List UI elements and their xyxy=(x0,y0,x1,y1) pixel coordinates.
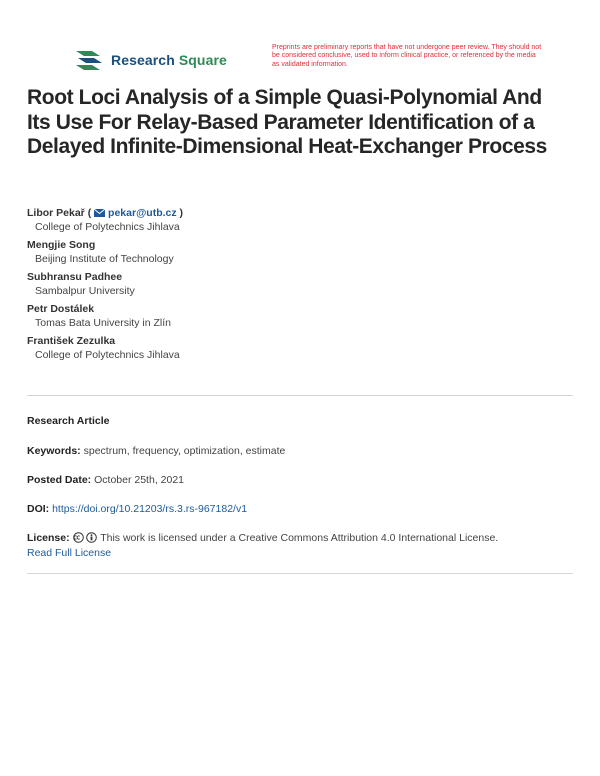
author-affiliation: Beijing Institute of Technology xyxy=(35,253,174,265)
author-email-link[interactable] xyxy=(94,207,177,219)
article-type xyxy=(27,414,573,429)
author-entry xyxy=(27,238,567,266)
paper-title: Root Loci Analysis of a Simple Quasi-Polynomial And Its Use For Relay-Based Parameter Identification of a Delayed Infinite-Dimensional Heat-Exchanger Process xyxy=(27,86,547,158)
author-affiliation: Tomas Bata University in Zlín xyxy=(35,317,171,329)
license-text: This work is licensed under a Creative Commons Attribution 4.0 International License. xyxy=(100,532,499,544)
creative-commons-icon xyxy=(73,532,84,543)
attribution-icon xyxy=(86,532,97,543)
license xyxy=(27,531,573,561)
preprint-notice: Preprints are preliminary reports that have not undergone peer review. They should not be considered conclusive, used to inform clinical practice, or referenced by the media as validated information. xyxy=(272,44,542,68)
author-affiliation: Sambalpur University xyxy=(35,285,135,297)
brand-name xyxy=(111,52,227,68)
author-name: Subhransu Padhee xyxy=(27,271,123,283)
author-entry xyxy=(27,206,567,234)
author-entry xyxy=(27,302,567,330)
keywords-value: spectrum, frequency, optimization, estimate xyxy=(83,445,286,457)
author-name: Libor Pekař xyxy=(27,207,85,219)
doi-link[interactable]: https://doi.org/10.21203/rs.3.rs-967182/v1 xyxy=(52,503,248,515)
author-name: Petr Dostálek xyxy=(27,303,95,315)
author-email: pekar@utb.cz xyxy=(108,207,177,219)
author-name-line: Libor Pekař ( pekar@utb.cz ) xyxy=(27,207,184,219)
research-square-logo[interactable] xyxy=(74,48,227,72)
divider xyxy=(27,573,573,574)
article-type-label: Research Article xyxy=(27,415,110,427)
author-affiliation: College of Polytechnics Jihlava xyxy=(35,221,180,233)
keywords xyxy=(27,444,573,459)
header xyxy=(0,0,600,80)
envelope-icon xyxy=(94,209,105,217)
posted-date-label: Posted Date: xyxy=(27,474,92,486)
doi xyxy=(27,502,573,517)
keywords-label: Keywords: xyxy=(27,445,81,457)
author-name: Mengjie Song xyxy=(27,239,96,251)
author-name: František Zezulka xyxy=(27,335,116,347)
brand-secondary: Square xyxy=(178,52,227,68)
author-affiliation: College of Polytechnics Jihlava xyxy=(35,349,180,361)
license-label: License: xyxy=(27,532,70,544)
author-entry xyxy=(27,270,567,298)
brand-primary: Research xyxy=(111,52,175,68)
posted-date-value: October 25th, 2021 xyxy=(94,474,185,486)
divider xyxy=(27,395,573,396)
doi-label: DOI: xyxy=(27,503,50,515)
posted-date xyxy=(27,473,573,488)
research-square-logo-icon xyxy=(74,48,104,72)
author-entry xyxy=(27,334,567,362)
read-full-license-link[interactable]: Read Full License xyxy=(27,547,112,559)
author-list xyxy=(27,206,567,366)
